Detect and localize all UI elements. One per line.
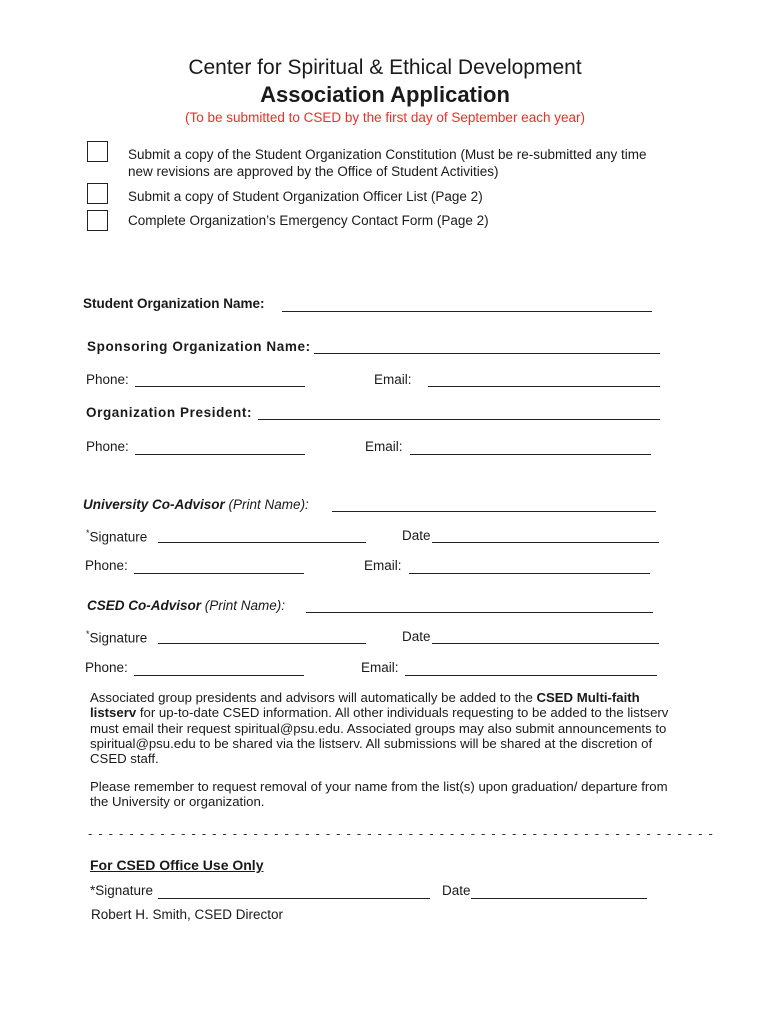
president-email-label: Email: xyxy=(365,439,403,454)
univ-coadvisor-name-field[interactable] xyxy=(332,511,656,512)
csed-coadvisor-email-field[interactable] xyxy=(405,675,657,676)
csed-coadvisor-label: CSED Co-Advisor (Print Name): xyxy=(87,598,286,613)
student-org-name-label: Student Organization Name: xyxy=(83,296,265,311)
checklist-item-emergency-contact: Complete Organization’s Emergency Contact Form (Page 2) xyxy=(128,213,489,228)
org-president-label: Organization President: xyxy=(86,405,253,420)
csed-coadvisor-email-label: Email: xyxy=(361,660,399,675)
checkbox-emergency-contact[interactable] xyxy=(87,210,108,231)
univ-coadvisor-email-label: Email: xyxy=(364,558,402,573)
csed-coadvisor-phone-label: Phone: xyxy=(85,660,128,675)
president-phone-label: Phone: xyxy=(86,439,129,454)
csed-coadvisor-signature-field[interactable] xyxy=(158,643,366,644)
form-subtitle: Association Application xyxy=(260,82,510,107)
checkbox-officer-list[interactable] xyxy=(87,183,108,204)
checklist-item-constitution: Submit a copy of the Student Organization Constitution (Must be re-submitted any time new revisions are approved by the Office of Student Activities) xyxy=(128,147,647,179)
univ-coadvisor-phone-field[interactable] xyxy=(134,573,304,574)
form-title: Center for Spiritual & Ethical Development xyxy=(188,56,582,79)
removal-reminder-paragraph: Please remember to request removal of your name from the list(s) upon graduation/ departure from the University or organization. xyxy=(90,779,668,810)
office-signature-field[interactable] xyxy=(158,898,430,899)
office-date-label: Date xyxy=(442,883,471,898)
sponsor-email-field[interactable] xyxy=(428,386,660,387)
csed-coadvisor-name-field[interactable] xyxy=(306,612,653,613)
sponsor-phone-field[interactable] xyxy=(135,386,305,387)
student-org-name-field[interactable] xyxy=(282,311,652,312)
univ-coadvisor-date-label: Date xyxy=(402,528,431,543)
submission-note: (To be submitted to CSED by the first day of September each year) xyxy=(185,110,585,125)
listserv-info-paragraph: Associated group presidents and advisors will automatically be added to the CSED Multi-faith listserv for up-to-date CSED information. All other individuals requesting to be added to the listserv must email their request spiritual@psu.edu. Associated groups may also submit announcements to spiritual@psu.edu to be shared via the listserv. All submissions will be shared at the discretion of CSED staff. xyxy=(90,690,669,767)
sponsoring-org-name-field[interactable] xyxy=(314,353,660,354)
sponsor-email-label: Email: xyxy=(374,372,412,387)
director-name: Robert H. Smith, CSED Director xyxy=(91,907,284,922)
org-president-field[interactable] xyxy=(258,419,660,420)
csed-coadvisor-date-field[interactable] xyxy=(432,643,659,644)
section-divider: - - - - - - - - - - - - - - - - - - - - - - - - - - - - - - - - - - - - - - - - - - - - - - - - - - - - - - - - - - - - - xyxy=(88,826,714,841)
univ-coadvisor-signature-field[interactable] xyxy=(158,542,366,543)
president-email-field[interactable] xyxy=(410,454,651,455)
univ-coadvisor-phone-label: Phone: xyxy=(85,558,128,573)
csed-coadvisor-phone-field[interactable] xyxy=(134,675,304,676)
office-signature-label: *Signature xyxy=(90,883,154,898)
checklist-item-officer-list: Submit a copy of Student Organization Officer List (Page 2) xyxy=(128,189,483,204)
checkbox-constitution[interactable] xyxy=(87,141,108,162)
univ-coadvisor-signature-label: *Signature xyxy=(86,528,148,545)
univ-coadvisor-date-field[interactable] xyxy=(432,542,659,543)
office-use-heading: For CSED Office Use Only xyxy=(90,857,264,873)
president-phone-field[interactable] xyxy=(135,454,305,455)
univ-coadvisor-label: University Co-Advisor (Print Name): xyxy=(83,497,309,512)
csed-coadvisor-signature-label: *Signature xyxy=(86,629,148,646)
sponsor-phone-label: Phone: xyxy=(86,372,129,387)
csed-coadvisor-date-label: Date xyxy=(402,629,431,644)
univ-coadvisor-email-field[interactable] xyxy=(409,573,650,574)
sponsoring-org-name-label: Sponsoring Organization Name: xyxy=(87,339,311,354)
office-date-field[interactable] xyxy=(471,898,647,899)
